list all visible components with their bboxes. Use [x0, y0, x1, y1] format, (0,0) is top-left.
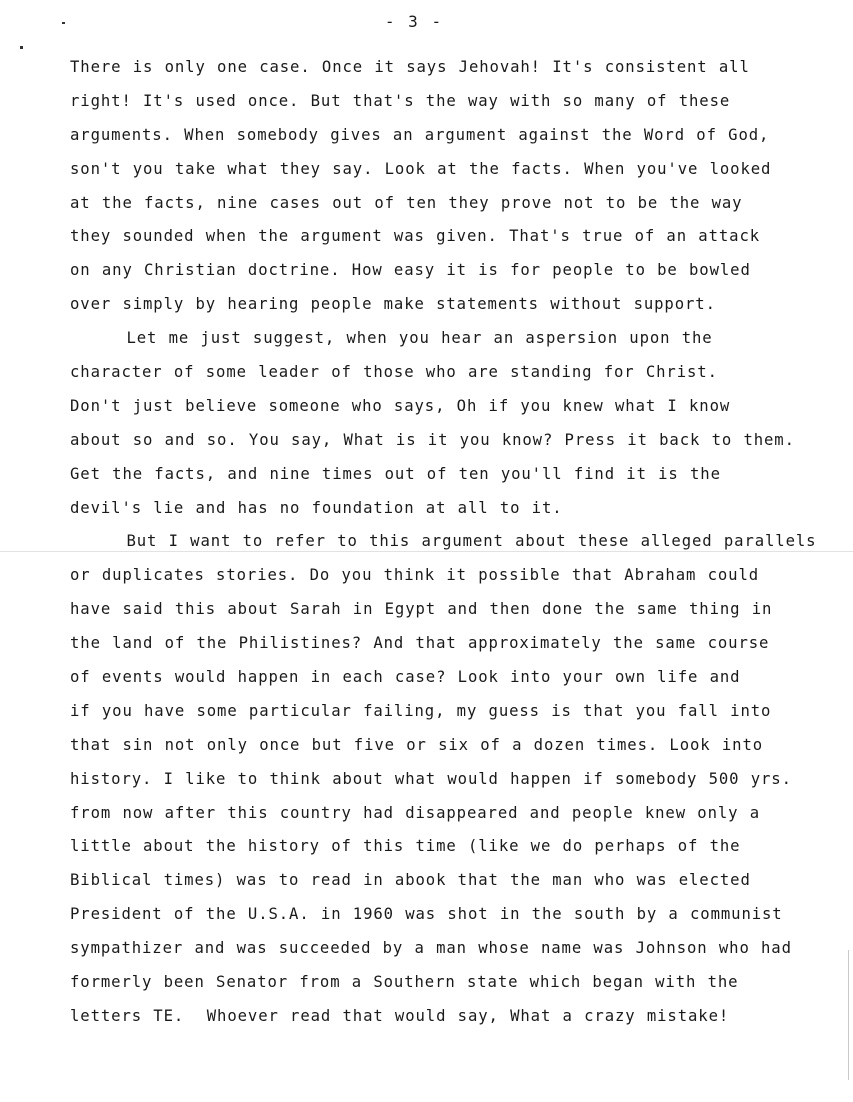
- text-line: Get the facts, and nine times out of ten you'll find it is the: [70, 464, 721, 483]
- text-line: character of some leader of those who are standing for Christ.: [70, 363, 718, 382]
- text-line: from now after this country had disappeared and people knew only a: [70, 803, 761, 822]
- text-line: President of the U.S.A. in 1960 was shot in the south by a communist: [70, 905, 783, 924]
- text-line: at the facts, nine cases out of ten they prove not to be the way: [70, 193, 743, 212]
- text-line: Let me just suggest, when you hear an aspersion upon the: [70, 329, 713, 348]
- text-line: arguments. When somebody gives an argument against the Word of God,: [70, 125, 770, 144]
- text-line: formerly been Senator from a Southern state which began with the: [70, 973, 739, 992]
- text-line: on any Christian doctrine. How easy it is for people to be bowled: [70, 261, 751, 280]
- text-line: about so and so. You say, What is it you know? Press it back to them.: [70, 430, 795, 449]
- text-line: over simply by hearing people make statements without support.: [70, 295, 716, 314]
- text-line: Biblical times) was to read in abook that the man who was elected: [70, 871, 751, 890]
- text-line: letters TE. Whoever read that would say, What a crazy mistake!: [70, 1006, 730, 1025]
- text-line: history. I like to think about what would happen if somebody 500 yrs.: [70, 769, 792, 788]
- text-line: There is only one case. Once it says Jehovah! It's consistent all: [70, 58, 750, 76]
- text-line: or duplicates stories. Do you think it possible that Abraham could: [70, 566, 760, 585]
- body-text: [70, 51, 816, 1034]
- text-line: of events would happen in each case? Look into your own life and: [70, 668, 741, 687]
- text-line: little about the history of this time (like we do perhaps of the: [70, 837, 741, 856]
- text-line: son't you take what they say. Look at the facts. When you've looked: [70, 159, 772, 178]
- text-line: sympathizer and was succeeded by a man whose name was Johnson who had: [70, 939, 792, 958]
- text-line: But I want to refer to this argument about these alleged parallels: [70, 532, 817, 551]
- scan-speck: [20, 46, 23, 49]
- text-line: right! It's used once. But that's the way with so many of these: [70, 91, 731, 110]
- page-number: - 3 -: [384, 12, 444, 31]
- scan-edge-mark: [848, 950, 849, 1080]
- text-line: if you have some particular failing, my guess is that you fall into: [70, 701, 772, 720]
- text-line: have said this about Sarah in Egypt and then done the same thing in: [70, 600, 773, 619]
- text-line: devil's lie and has no foundation at all to it.: [70, 498, 563, 517]
- text-line: Don't just believe someone who says, Oh if you knew what I know: [70, 396, 731, 415]
- text-line: they sounded when the argument was given. That's true of an attack: [70, 227, 761, 246]
- text-line: the land of the Philistines? And that approximately the same course: [70, 634, 770, 653]
- text-line: that sin not only once but five or six of a dozen times. Look into: [70, 735, 764, 754]
